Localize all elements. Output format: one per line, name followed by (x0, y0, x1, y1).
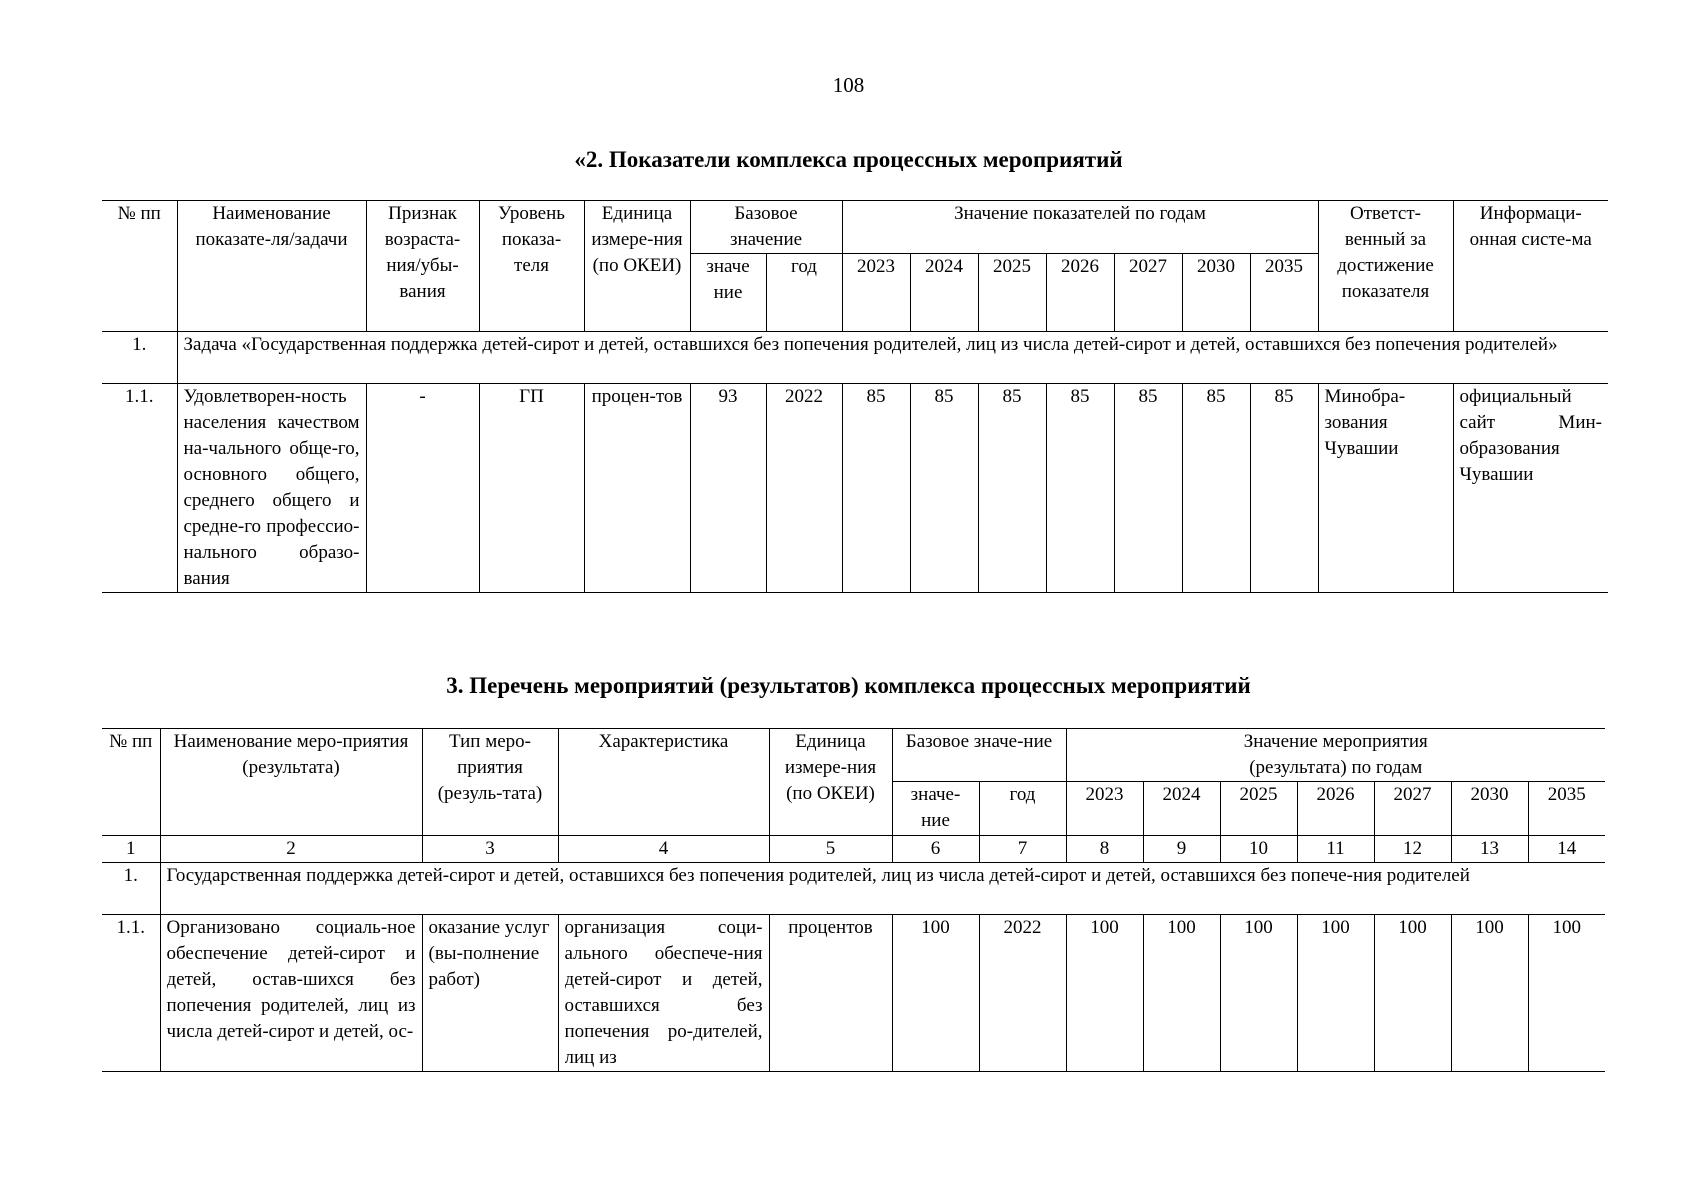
header-year: 2035 (1250, 254, 1318, 332)
row-base-value: 93 (690, 384, 766, 593)
header-sign: Признак возраста-ния/убы-вания (366, 201, 479, 332)
row-characteristic-text: организация соци-ального обеспече-ния детей-сирот и детей, оставшихся без попечения ро-дителей, лиц из (564, 917, 763, 1068)
row-value: 85 (910, 384, 978, 593)
header-base: Базовое значе-ние (892, 729, 1066, 782)
row-value: 100 (1066, 915, 1143, 1072)
row-value: 85 (1182, 384, 1250, 593)
column-number: 9 (1143, 836, 1220, 863)
row-name-text: Организовано социаль-ное обеспечение детей-сирот и детей, остав-шихся без попечения родителей, лиц из числа детей-сирот и детей, ос- (166, 917, 416, 1042)
column-number: 14 (1528, 836, 1605, 863)
row-name (160, 915, 422, 1072)
row-value: 85 (1114, 384, 1182, 593)
activities-table (102, 728, 1605, 1072)
header-year: 2024 (1143, 782, 1220, 836)
header-num: № пп (117, 203, 161, 224)
row-value: 85 (1250, 384, 1318, 593)
header-responsible: Ответст-венный за достижение показателя (1318, 201, 1453, 332)
row-value: 100 (1220, 915, 1297, 1072)
row-base-year: 2022 (979, 915, 1066, 1072)
row-responsible: Минобра-зования Чувашии (1318, 384, 1453, 593)
column-number: 1 (102, 836, 160, 863)
page-number: 108 (832, 73, 865, 97)
header-year: 2027 (1374, 782, 1451, 836)
header-base: Базовое значение (690, 201, 842, 254)
header-year: 2026 (1046, 254, 1114, 332)
header-num: № пп (109, 731, 153, 752)
row-info-system: официальный сайт Мин-образования Чувашии (1453, 384, 1608, 593)
row-value: 85 (842, 384, 910, 593)
header-name: Наименование меро-приятия (результата) (160, 729, 422, 836)
row-num: 1.1. (102, 384, 177, 593)
row-base-year: 2022 (766, 384, 842, 593)
row-type: оказание услуг (вы-полнение работ) (422, 915, 558, 1072)
header-year: 2025 (1220, 782, 1297, 836)
row-value: 100 (1297, 915, 1374, 1072)
row-value: 85 (978, 384, 1046, 593)
row-num: 1.1. (102, 915, 160, 1072)
column-number: 5 (769, 836, 892, 863)
section-3-title: 3. Перечень мероприятий (результатов) комплекса процессных мероприятий (446, 673, 1251, 698)
task-text: Государственная поддержка детей-сирот и детей, оставшихся без попечения родителей, лиц из числа детей-сирот и детей, оставшихся без попече-ния родителей (160, 863, 1605, 915)
row-value: 100 (1143, 915, 1220, 1072)
column-number: 4 (558, 836, 769, 863)
row-value: 100 (1528, 915, 1605, 1072)
column-number: 10 (1220, 836, 1297, 863)
column-number: 11 (1297, 836, 1374, 863)
table-row (102, 384, 1608, 593)
task-text: Задача «Государственная поддержка детей-сирот и детей, оставшихся без попечения родителей, лиц из числа детей-сирот и детей, оставшихся без попечения родителей» (177, 332, 1608, 384)
row-level: ГП (479, 384, 584, 593)
column-number: 7 (979, 836, 1066, 863)
column-numbers-row (102, 836, 1605, 863)
column-number: 13 (1451, 836, 1528, 863)
table-row (102, 915, 1605, 1072)
row-base-value: 100 (892, 915, 979, 1072)
column-number: 8 (1066, 836, 1143, 863)
header-year: 2035 (1528, 782, 1605, 836)
header-year: 2030 (1182, 254, 1250, 332)
row-unit: процен-тов (584, 384, 690, 593)
header-base-year: год (766, 254, 842, 332)
header-type: Тип меро-приятия (резуль-тата) (422, 729, 558, 836)
header-unit: Единица измере-ния (по ОКЕИ) (584, 201, 690, 332)
header-year: 2025 (978, 254, 1046, 332)
column-number: 6 (892, 836, 979, 863)
column-number: 2 (160, 836, 422, 863)
header-values-by-year: Значение мероприятия (результата) по годам (1066, 729, 1605, 782)
row-value: 85 (1046, 384, 1114, 593)
row-characteristic (558, 915, 769, 1072)
header-year: 2030 (1451, 782, 1528, 836)
header-base-year: год (979, 782, 1066, 836)
header-year: 2027 (1114, 254, 1182, 332)
row-unit: процентов (769, 915, 892, 1072)
row-name: Удовлетворен-ность населения качеством на-чального обще-го, основного общего, среднего общего и средне-го профессио-нального образо-вания (177, 384, 366, 593)
row-sign: - (366, 384, 479, 593)
task-num: 1. (102, 332, 177, 384)
header-base-value: значе-ние (892, 782, 979, 836)
header-info-system: Информаци-онная систе-ма (1453, 201, 1608, 332)
header-year: 2024 (910, 254, 978, 332)
header-characteristic: Характеристика (558, 729, 769, 836)
row-value: 100 (1451, 915, 1528, 1072)
column-number: 12 (1374, 836, 1451, 863)
section-2-title: «2. Показатели комплекса процессных мероприятий (574, 147, 1123, 172)
header-year: 2023 (1066, 782, 1143, 836)
header-name: Наименование показате-ля/задачи (177, 201, 366, 332)
header-base-value: значе ние (690, 254, 766, 332)
indicators-table (102, 200, 1608, 593)
row-value: 100 (1374, 915, 1451, 1072)
task-num: 1. (102, 863, 160, 915)
header-values-by-year: Значение показателей по годам (842, 201, 1318, 254)
header-year: 2023 (842, 254, 910, 332)
header-year: 2026 (1297, 782, 1374, 836)
header-level: Уровень показа-теля (479, 201, 584, 332)
header-unit: Единица измере-ния (по ОКЕИ) (769, 729, 892, 836)
column-number: 3 (422, 836, 558, 863)
